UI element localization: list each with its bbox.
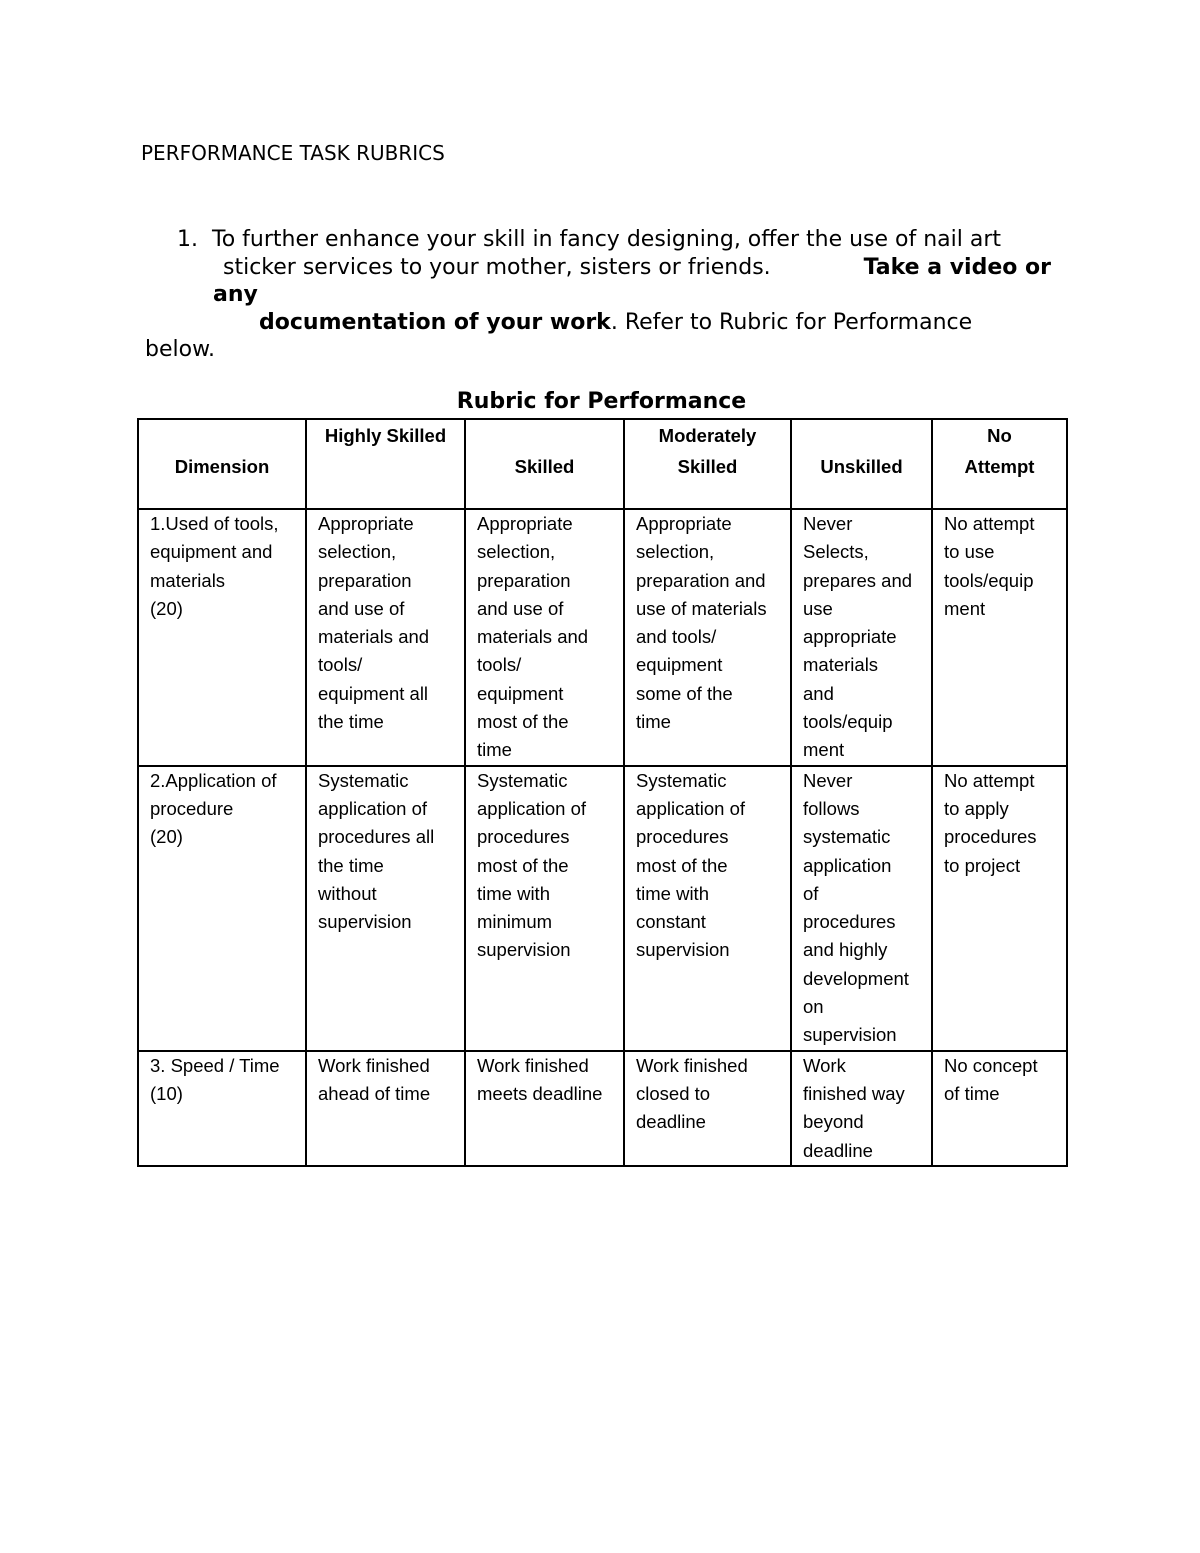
- header-no-attempt: [932, 419, 1067, 509]
- cell-moderately-skilled: [624, 766, 791, 1051]
- cell-unskilled: [791, 509, 932, 766]
- instruction-line-3: [145, 281, 1051, 309]
- cell-moderately-skilled: [624, 1051, 791, 1166]
- cell-text: Appropriate selection, preparation and use of materials and tools/ equipment all the time: [318, 513, 430, 733]
- rubric-header-row: [138, 419, 1067, 509]
- rubric-row-procedure: [138, 766, 1067, 1051]
- cell-text: No concept of time: [944, 1054, 1038, 1104]
- cell-text: Systematic application of procedures all the time without supervision: [318, 769, 435, 933]
- cell-skilled: [465, 766, 624, 1051]
- cell-text: No attempt to apply procedures to project: [944, 769, 1037, 876]
- header-label: No Attempt: [964, 425, 1035, 477]
- cell-skilled: [465, 509, 624, 766]
- cell-no-attempt: [932, 509, 1067, 766]
- header-label: Moderately Skilled: [658, 425, 757, 477]
- header-label: Dimension: [174, 456, 270, 477]
- cell-text: Work finished way beyond deadline: [803, 1054, 905, 1161]
- cell-text: Systematic application of procedures most of the time with minimum supervision: [477, 769, 587, 961]
- header-moderately-skilled: [624, 419, 791, 509]
- rubric-table: [137, 418, 1068, 1167]
- instruction-emphasis-1: Take a video or: [863, 254, 1051, 280]
- instruction-text-1: To further enhance your skill in fancy designing, offer the use of nail art: [212, 227, 1002, 252]
- cell-text: Work finished meets deadline: [477, 1054, 603, 1104]
- header-skilled: [465, 419, 624, 509]
- instruction-text-2: sticker services to your mother, sisters or friends.: [223, 254, 771, 280]
- cell-text: Never Selects, prepares and use appropriate materials and tools/equip ment: [803, 513, 913, 761]
- cell-skilled: [465, 1051, 624, 1166]
- instruction-line-2: [145, 254, 1051, 282]
- page-heading: PERFORMANCE TASK RUBRICS: [141, 141, 445, 165]
- cell-dimension: [138, 1051, 306, 1166]
- instruction-emphasis-2: any: [213, 282, 258, 307]
- cell-text: Appropriate selection, preparation and use of materials and tools/ equipment most of the time: [477, 513, 589, 761]
- rubric-title: Rubric for Performance: [456, 389, 747, 414]
- instruction-line-4: [145, 309, 1051, 337]
- rubric-row-speed: [138, 1051, 1067, 1166]
- header-dimension: [138, 419, 306, 509]
- cell-text: 1.Used of tools, equipment and materials (20): [150, 513, 279, 619]
- instruction-line-1: [145, 226, 1051, 254]
- cell-no-attempt: [932, 1051, 1067, 1166]
- task-instruction: [145, 226, 1051, 364]
- cell-moderately-skilled: [624, 509, 791, 766]
- cell-text: Work finished ahead of time: [318, 1054, 431, 1104]
- instruction-line-5: [145, 336, 1051, 364]
- header-unskilled: [791, 419, 932, 509]
- header-highly-skilled: [306, 419, 465, 509]
- cell-text: No attempt to use tools/equip ment: [944, 513, 1035, 619]
- cell-text: Appropriate selection, preparation and use of materials and tools/ equipment some of the time: [636, 513, 767, 733]
- cell-text: Systematic application of procedures most of the time with constant supervision: [636, 769, 746, 961]
- header-label: Unskilled: [820, 456, 903, 477]
- cell-text: Work finished closed to deadline: [636, 1054, 748, 1133]
- cell-highly-skilled: [306, 1051, 465, 1166]
- cell-text: Never follows systematic application of procedures and highly development on supervision: [803, 769, 909, 1046]
- instruction-text-4: . Refer to Rubric for Performance: [610, 309, 973, 335]
- cell-highly-skilled: [306, 766, 465, 1051]
- cell-no-attempt: [932, 766, 1067, 1051]
- instruction-emphasis-3: documentation of your work: [259, 309, 611, 335]
- cell-text: 3. Speed / Time (10): [150, 1054, 280, 1104]
- cell-text: 2.Application of procedure (20): [150, 769, 277, 848]
- instruction-text-5: below.: [145, 337, 216, 362]
- header-label: Skilled: [514, 456, 575, 477]
- cell-unskilled: [791, 1051, 932, 1166]
- rubric-row-tools: [138, 509, 1067, 766]
- list-number: 1.: [177, 227, 198, 252]
- cell-highly-skilled: [306, 509, 465, 766]
- cell-dimension: [138, 766, 306, 1051]
- header-label: Highly Skilled: [324, 425, 447, 446]
- cell-dimension: [138, 509, 306, 766]
- cell-unskilled: [791, 766, 932, 1051]
